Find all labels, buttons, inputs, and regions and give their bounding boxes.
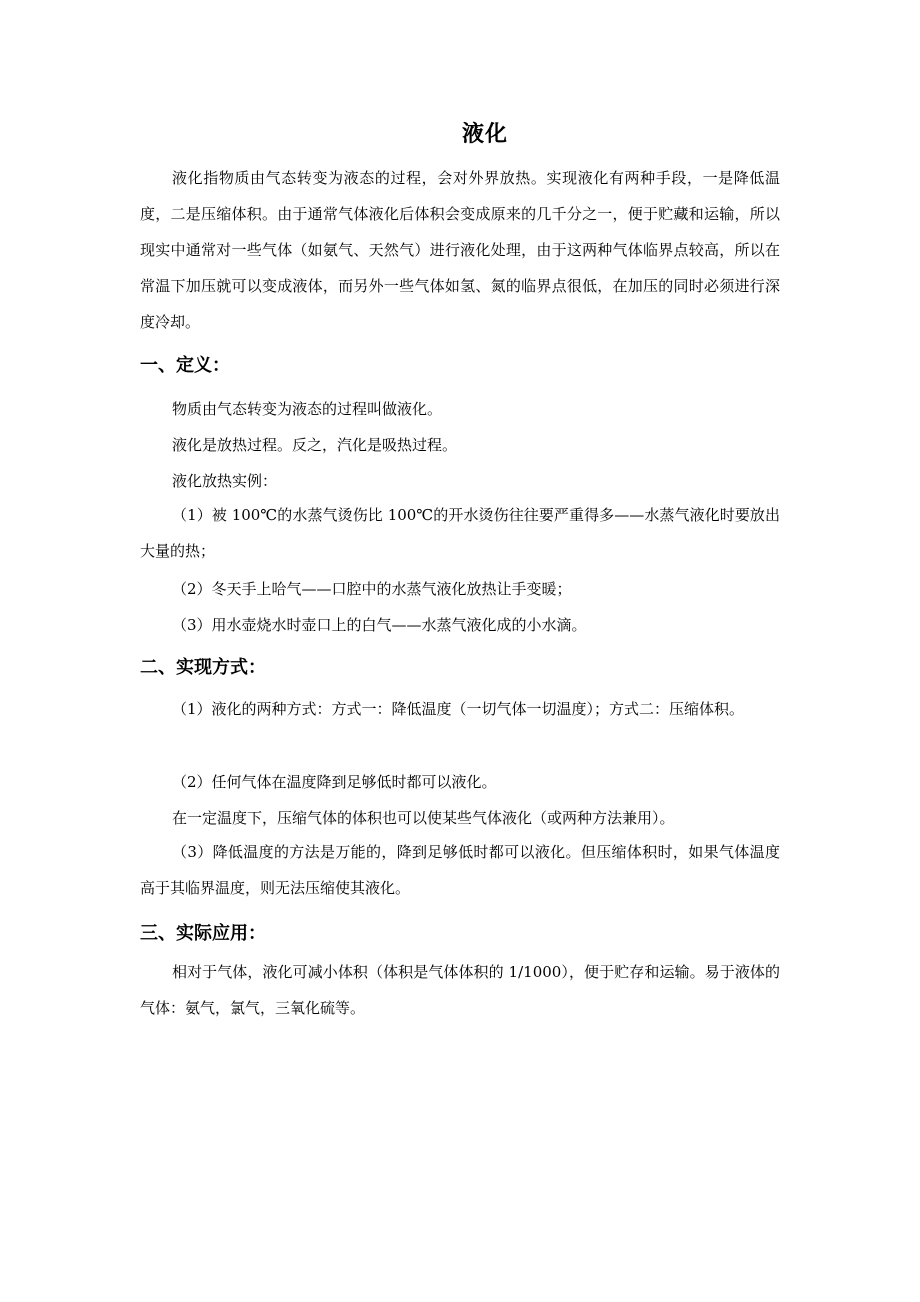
example-3: （3）用水壶烧水时壶口上的白气——水蒸气液化成的小水滴。 [172,616,587,634]
definition-line-2: 液化是放热过程。反之，汽化是吸热过程。 [172,436,458,454]
intro-paragraph: 液化指物质由气态转变为液态的过程，会对外界放热。实现液化有两种手段，一是降低温度，二是压缩体积。由于通常气体液化后体积会变成原来的几千分之一，便于贮藏和运输，所以现实中通常对一些气体（如氨气、天然气）进行液化处理，由于这两种气体临界点较高，所以在常温下加压就可以变成液体，而另外一些气体如氢、氮的临界点很低，在加压的同时必须进行深度冷却。 [140,169,780,331]
document-title: 液化 [461,122,508,147]
section-3-heading: 三、实际应用： [140,923,266,944]
method-item-1: （1）液化的两种方式：方式一：降低温度（一切气体一切温度）；方式二：压缩体积。 [172,700,745,718]
definition-line-3: 液化放热实例： [172,472,278,490]
application-paragraph: 相对于气体，液化可减小体积（体积是气体体积的 1/1000），便于贮存和运输。易于液体的气体：氨气，氯气，三氧化硫等。 [140,963,780,1017]
section-2-heading: 二、实现方式： [140,657,266,678]
example-1: （1）被 100℃的水蒸气烫伤比 100℃的开水烫伤往往要严重得多——水蒸气液化时要放出大量的热； [140,506,780,560]
section-1-heading: 一、定义： [140,355,230,376]
method-item-2: （2）任何气体在温度降到足够低时都可以液化。 [172,773,497,791]
method-item-2b: 在一定温度下，压缩气体的体积也可以使某些气体液化（或两种方法兼用）。 [172,809,675,827]
definition-line-1: 物质由气态转变为液态的过程叫做液化。 [172,400,443,418]
method-item-3: （3）降低温度的方法是万能的，降到足够低时都可以液化。但压缩体积时，如果气体温度高于其临界温度，则无法压缩使其液化。 [140,843,780,897]
example-2: （2）冬天手上哈气——口腔中的水蒸气液化放热让手变暖； [172,580,572,598]
